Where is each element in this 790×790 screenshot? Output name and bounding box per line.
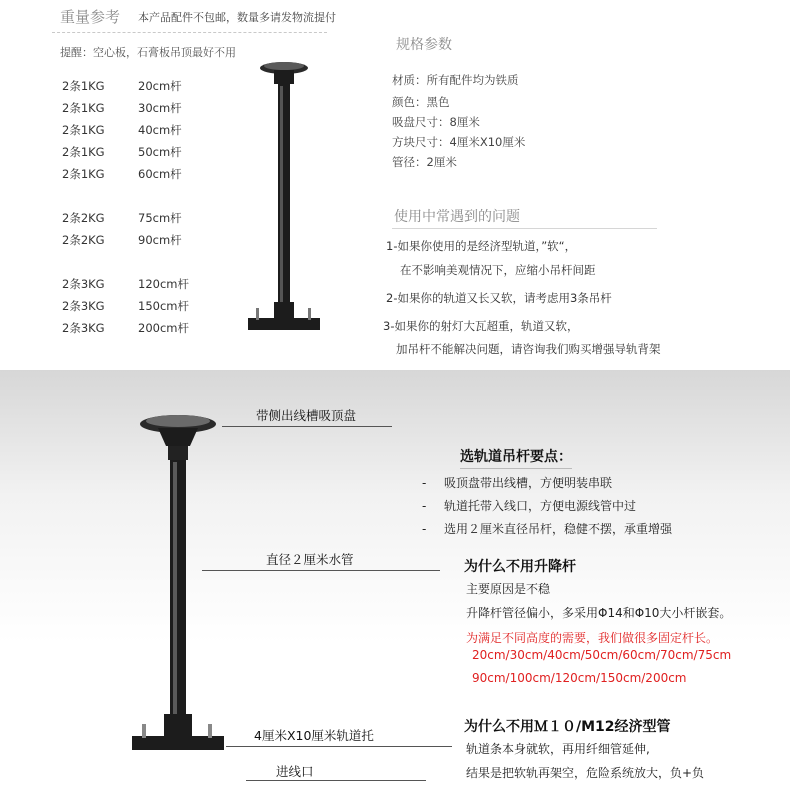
- weight-value: 2条1KG: [62, 101, 105, 115]
- callout-leader-line: [202, 570, 440, 571]
- why-not-m10-title: 为什么不用Ｍ１０/M12经济型管: [464, 719, 671, 735]
- shipping-note: 本产品配件不包邮，数量多请发物流提付: [138, 11, 336, 24]
- length-list-2: 90cm/100cm/120cm/150cm/200cm: [472, 671, 687, 685]
- weight-row: [62, 100, 182, 116]
- callout-track-base: 4厘米X10厘米轨道托: [254, 728, 374, 743]
- bullet-dash: -: [422, 476, 427, 490]
- callout-leader-line: [226, 746, 452, 747]
- rod-length: 40cm杆: [138, 123, 182, 137]
- key-point: [422, 520, 672, 537]
- rod-length: 75cm杆: [138, 211, 182, 225]
- divider: [52, 32, 327, 33]
- callout-leader-line: [246, 780, 426, 781]
- why-not-m10-line: 结果是把软轨再架空，危险系统放大，负+负: [466, 766, 705, 780]
- weight-value: 2条1KG: [62, 167, 105, 181]
- bullet-dash: -: [422, 522, 427, 536]
- spec-title: 规格参数: [396, 37, 452, 53]
- key-point: [422, 497, 636, 514]
- weight-value: 2条3KG: [62, 299, 105, 313]
- problems-divider: [392, 228, 657, 229]
- rod-length: 20cm杆: [138, 79, 182, 93]
- weight-value: 2条2KG: [62, 211, 105, 225]
- spec-line: 管径：2厘米: [392, 155, 457, 169]
- weight-row: [62, 276, 189, 292]
- weight-row: [62, 166, 182, 182]
- key-points-title: 选轨道吊杆要点：: [460, 446, 572, 469]
- rod-length: 90cm杆: [138, 233, 182, 247]
- problem-line: 在不影响美观情况下，应缩小吊杆间距: [400, 263, 596, 277]
- weight-value: 2条1KG: [62, 79, 105, 93]
- why-not-m10-line: 轨道条本身就软，再用纤细管延伸,: [466, 742, 650, 756]
- rod-length: 50cm杆: [138, 145, 182, 159]
- weight-row: [62, 298, 189, 314]
- weight-value: 2条1KG: [62, 145, 105, 159]
- spec-line: 方块尺寸：4厘米X10厘米: [392, 135, 526, 149]
- mounting-tip: 提醒：空心板，石膏板吊顶最好不用: [60, 46, 236, 59]
- problem-line: 2-如果你的轨道又长又软，请考虑用3条吊杆: [386, 291, 612, 305]
- weight-reference-title: 重量参考: [60, 8, 121, 26]
- rod-length: 200cm杆: [138, 321, 189, 335]
- weight-value: 2条3KG: [62, 277, 105, 291]
- weight-row: [62, 232, 182, 248]
- problem-line: 加吊杆不能解决问题，请咨询我们购买增强导轨背架: [396, 342, 661, 356]
- weight-row: [62, 122, 182, 138]
- callout-pipe: 直径２厘米水管: [266, 552, 354, 567]
- weight-value: 2条1KG: [62, 123, 105, 137]
- spec-line: 颜色：黑色: [392, 95, 450, 109]
- problem-line: 1-如果你使用的是经济型轨道，”软“，: [386, 239, 577, 253]
- rod-length: 150cm杆: [138, 299, 189, 313]
- callout-leader-line: [222, 426, 392, 427]
- problems-title: 使用中常遇到的问题: [394, 209, 520, 225]
- rod-length: 30cm杆: [138, 101, 182, 115]
- weight-value: 2条3KG: [62, 321, 105, 335]
- fixed-length-note: 为满足不同高度的需要，我们做很多固定杆长。: [466, 631, 719, 645]
- hanger-diagram-image: [128, 410, 238, 770]
- key-point-text: 选用２厘米直径吊杆，稳健不摆，承重增强: [444, 522, 673, 536]
- hanger-rod-image: [240, 56, 330, 346]
- weight-value: 2条2KG: [62, 233, 105, 247]
- callout-ceiling-plate: 带侧出线槽吸顶盘: [256, 408, 357, 423]
- weight-row: [62, 78, 182, 94]
- why-not-lift-title: 为什么不用升降杆: [464, 559, 576, 575]
- spec-line: 材质：所有配件均为铁质: [392, 73, 519, 87]
- spec-line: 吸盘尺寸：8厘米: [392, 115, 480, 129]
- length-list-1: 20cm/30cm/40cm/50cm/60cm/70cm/75cm: [472, 648, 732, 662]
- why-not-lift-line: 主要原因是不稳: [466, 582, 551, 596]
- callout-cable-inlet: 进线口: [276, 764, 314, 779]
- weight-row: [62, 210, 182, 226]
- weight-row: [62, 144, 182, 160]
- rod-length: 120cm杆: [138, 277, 189, 291]
- bullet-dash: -: [422, 499, 427, 513]
- top-panel: [0, 0, 790, 370]
- why-not-lift-line: 升降杆管径偏小，多采用Φ14和Φ10大小杆嵌套。: [466, 606, 732, 620]
- problem-line: 3-如果你的射灯大瓦超重，轨道又软，: [383, 319, 579, 333]
- key-point-text: 轨道托带入线口，方便电源线管中过: [444, 499, 637, 513]
- weight-row: [62, 320, 189, 336]
- bottom-panel: [0, 370, 790, 790]
- rod-length: 60cm杆: [138, 167, 182, 181]
- key-point: [422, 474, 612, 491]
- key-point-text: 吸顶盘带出线槽，方便明装串联: [444, 476, 613, 490]
